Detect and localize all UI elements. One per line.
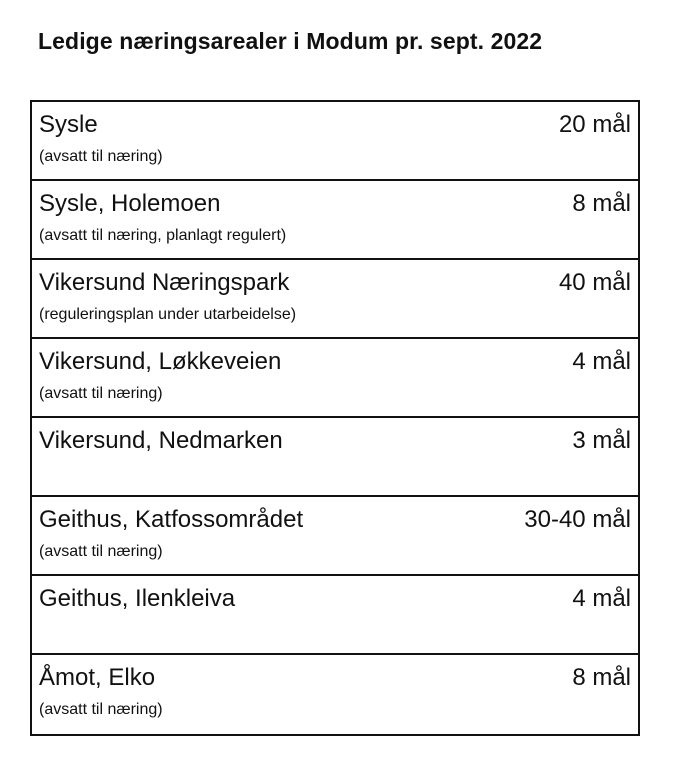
row-note: (avsatt til næring) xyxy=(39,385,163,402)
row-note: (avsatt til næring) xyxy=(39,701,163,718)
row-area: 40 mål xyxy=(558,269,631,296)
table-row xyxy=(32,181,638,260)
table-row xyxy=(32,576,638,655)
table-row xyxy=(32,102,638,181)
row-area: 8 mål xyxy=(572,190,631,217)
row-area: 20 mål xyxy=(558,111,631,138)
row-area: 30-40 mål xyxy=(524,506,631,533)
table-row xyxy=(32,418,638,497)
table-row xyxy=(32,339,638,418)
table-row xyxy=(32,497,638,576)
row-location: Geithus, Ilenkleiva xyxy=(39,585,236,612)
row-area: 3 mål xyxy=(572,427,631,454)
row-location: Vikersund, Nedmarken xyxy=(39,427,283,454)
areas-table xyxy=(30,100,640,736)
row-area: 4 mål xyxy=(572,348,631,375)
row-location: Vikersund Næringspark xyxy=(39,269,290,296)
row-area: 8 mål xyxy=(572,664,631,691)
table-row xyxy=(32,260,638,339)
row-note: (avsatt til næring) xyxy=(39,543,163,560)
row-location: Åmot, Elko xyxy=(39,664,156,691)
row-location: Sysle, Holemoen xyxy=(39,190,221,217)
row-note: (avsatt til næring, planlagt regulert) xyxy=(39,227,287,244)
row-location: Vikersund, Løkkeveien xyxy=(39,348,282,375)
row-location: Geithus, Katfossområdet xyxy=(39,506,304,533)
document-title: Ledige næringsarealer i Modum pr. sept. 2022 xyxy=(38,28,543,54)
row-area: 4 mål xyxy=(572,585,631,612)
row-location: Sysle xyxy=(39,111,98,138)
row-note: (avsatt til næring) xyxy=(39,148,163,165)
row-note: (reguleringsplan under utarbeidelse) xyxy=(39,306,297,323)
